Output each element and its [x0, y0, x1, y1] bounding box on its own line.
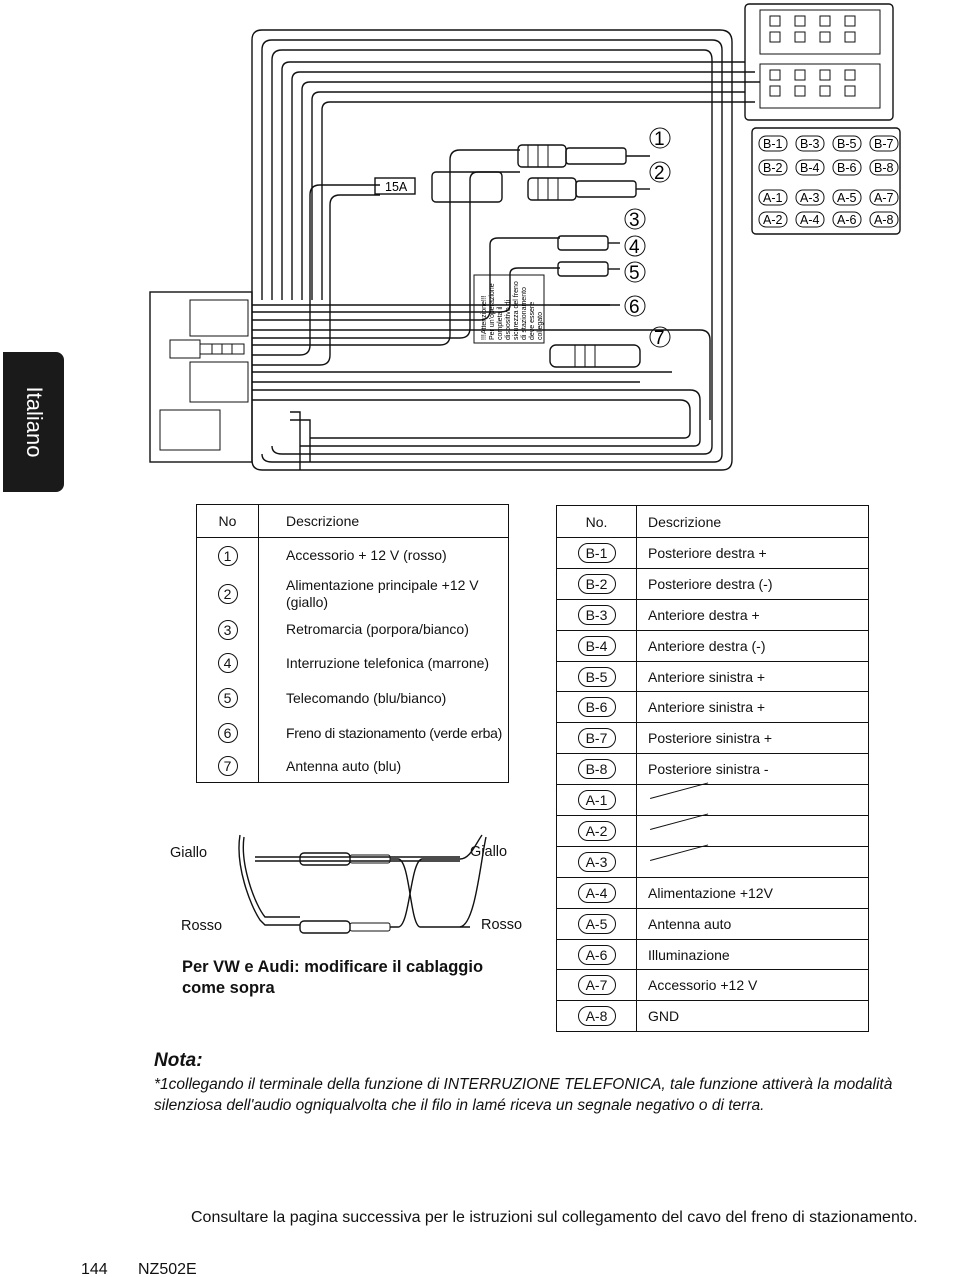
table-row: [197, 646, 509, 681]
pin-label: A-5: [837, 191, 857, 205]
attention-line: di stazionamento: [521, 287, 528, 340]
connector-4: [558, 262, 620, 276]
table-row: [557, 908, 869, 939]
table-header-row: [197, 505, 509, 538]
pin-badge: A-3: [578, 852, 616, 872]
attention-line: Per un'operazione: [489, 283, 496, 340]
page-number: 144: [81, 1261, 108, 1277]
row-description: Alimentazione principale +12 V (giallo): [286, 576, 479, 610]
table-row: [197, 614, 509, 646]
header-no: No: [197, 505, 259, 538]
row-description: Accessorio +12 V: [637, 970, 869, 1001]
connector-2: [528, 178, 650, 200]
header-description: Descrizione: [259, 505, 509, 538]
table-header-row: [557, 506, 869, 538]
wire-number: 6: [629, 297, 640, 318]
table-row: [197, 681, 509, 716]
row-description: GND: [637, 1001, 869, 1032]
row-description: Posteriore destra (-): [637, 568, 869, 599]
wire-number: 3: [629, 210, 640, 231]
wire-number-badge: 1: [218, 546, 238, 566]
pin-badge: B-1: [578, 543, 616, 563]
connector-7: [550, 345, 640, 367]
attention-line: deve essere: [529, 301, 536, 340]
attention-line: dispositivo di: [505, 299, 512, 340]
pin-badge: B-3: [578, 605, 616, 625]
pin-badge: A-2: [578, 821, 616, 841]
row-description: Accessorio + 12 V (rosso): [286, 547, 447, 564]
pin-label: B-2: [763, 161, 783, 175]
row-description: Interruzione telefonica (marrone): [286, 654, 490, 671]
pin-badge: A-7: [578, 975, 616, 995]
attention-box: [474, 275, 544, 343]
consult-text: Consultare la pagina successiva per le istruzioni sul collegamento del cavo del freno di stazionamento.: [191, 1209, 918, 1226]
pin-badge: B-6: [578, 697, 616, 717]
wire-number-markers: [625, 128, 670, 349]
row-description: Posteriore sinistra -: [637, 754, 869, 785]
wire-bundle: [252, 30, 760, 470]
table-row: [557, 785, 869, 816]
row-description: Anteriore destra (-): [637, 630, 869, 661]
table-row: [557, 630, 869, 661]
attention-line: collegato: [537, 311, 544, 340]
fuse-label: 15A: [385, 180, 408, 194]
pin-label: B-5: [837, 137, 857, 151]
table-row: [557, 692, 869, 723]
header-no: No.: [557, 506, 637, 538]
row-description: Telecomando (blu/bianco): [286, 689, 447, 706]
wire-number: 2: [654, 163, 665, 184]
wire-number: 1: [654, 129, 665, 150]
pin-badge: B-7: [578, 728, 616, 748]
pin-label: B-3: [800, 137, 820, 151]
table-row: [557, 877, 869, 908]
vw-audi-note-line: Per VW e Audi: modificare il cablaggio: [182, 958, 484, 976]
pin-description-table: [556, 505, 869, 1032]
wire-number-badge: 3: [218, 620, 238, 640]
table-row: [557, 1001, 869, 1032]
pin-badge: B-4: [578, 636, 616, 656]
pin-badge: A-8: [578, 1006, 616, 1026]
wire-description-table: [196, 504, 509, 783]
table-row: [197, 716, 509, 751]
row-description: Posteriore destra +: [637, 538, 869, 569]
wire-number: 7: [654, 328, 665, 349]
row-description: Freno di stazionamento (verde erba): [286, 724, 502, 741]
wire-number-badge: 4: [218, 653, 238, 673]
pin-label: B-1: [763, 137, 783, 151]
pin-label: B-8: [874, 161, 894, 175]
pin-badge: A-4: [578, 883, 616, 903]
fuse: [375, 172, 502, 202]
row-description: Alimentazione +12V: [637, 877, 869, 908]
table-row: [197, 574, 509, 614]
pin-badge: B-8: [578, 759, 616, 779]
pin-label: A-1: [763, 191, 783, 205]
attention-line: !!!Attenzione!!!: [481, 295, 488, 340]
unused-slash: [637, 846, 869, 877]
note-text: *1collegando il terminale della funzione di INTERRUZIONE TELEFONICA, tale funzione attiverà la modalità silenziosa dell'audio ogniqualvolta che il filo in lamé riceva un segnale negativo o di terra.: [154, 1076, 893, 1114]
wire-number-badge: 5: [218, 688, 238, 708]
row-description: Anteriore destra +: [637, 599, 869, 630]
table-row: [557, 599, 869, 630]
wire-number-badge: 7: [218, 756, 238, 776]
note-title: Nota:: [154, 1050, 203, 1071]
head-unit-connector: [150, 292, 252, 462]
table-row: [557, 970, 869, 1001]
pin-label: B-6: [837, 161, 857, 175]
unused-slash: [637, 785, 869, 816]
table-row: [557, 538, 869, 569]
wire-number-badge: 6: [218, 723, 238, 743]
giallo-label-left: Giallo: [170, 845, 208, 861]
pin-badge: A-5: [578, 914, 616, 934]
pin-label: A-8: [874, 213, 894, 227]
pin-badge: B-5: [578, 667, 616, 687]
vw-audi-note: [182, 957, 483, 999]
table-row: [557, 846, 869, 877]
attention-line: completa il: [497, 306, 504, 340]
pin-label: A-4: [800, 213, 820, 227]
row-description: Antenna auto (blu): [286, 757, 402, 774]
row-description: Antenna auto: [637, 908, 869, 939]
pin-badge: A-1: [578, 790, 616, 810]
pin-label: A-6: [837, 213, 857, 227]
wiring-diagram: [0, 0, 960, 500]
row-description: Posteriore sinistra +: [637, 723, 869, 754]
row-description: Anteriore sinistra +: [637, 692, 869, 723]
wire-number: 5: [629, 263, 640, 284]
language-tab-label: Italiano: [21, 386, 47, 458]
wire-number-badge: 2: [218, 584, 238, 604]
row-description: Anteriore sinistra +: [637, 661, 869, 692]
table-row: [197, 751, 509, 783]
table-row: [557, 754, 869, 785]
table-row: [557, 661, 869, 692]
pin-badge: A-6: [578, 945, 616, 965]
pin-label: A-7: [874, 191, 894, 205]
pin-label: B-4: [800, 161, 820, 175]
table-row: [557, 568, 869, 599]
rosso-label-left: Rosso: [181, 918, 223, 934]
table-row: [557, 939, 869, 970]
attention-line: sicurezza del freno: [513, 281, 520, 340]
connector-1: [518, 145, 650, 167]
vw-audi-note-line: come sopra: [182, 979, 275, 997]
pin-label: B-7: [874, 137, 894, 151]
row-description: Illuminazione: [637, 939, 869, 970]
pin-label: A-3: [800, 191, 820, 205]
wire-number: 4: [629, 237, 640, 258]
unused-slash: [637, 816, 869, 847]
pin-label: A-2: [763, 213, 783, 227]
iso-pin-labels: [759, 136, 898, 227]
pin-badge: B-2: [578, 574, 616, 594]
giallo-label-right: Giallo: [470, 844, 508, 860]
connector-3: [558, 236, 620, 250]
table-row: [197, 538, 509, 574]
model-name: NZ502E: [138, 1261, 197, 1277]
rosso-label-right: Rosso: [481, 917, 523, 933]
row-description: Retromarcia (porpora/bianco): [286, 621, 469, 637]
header-description: Descrizione: [637, 506, 869, 538]
table-row: [557, 816, 869, 847]
table-row: [557, 723, 869, 754]
